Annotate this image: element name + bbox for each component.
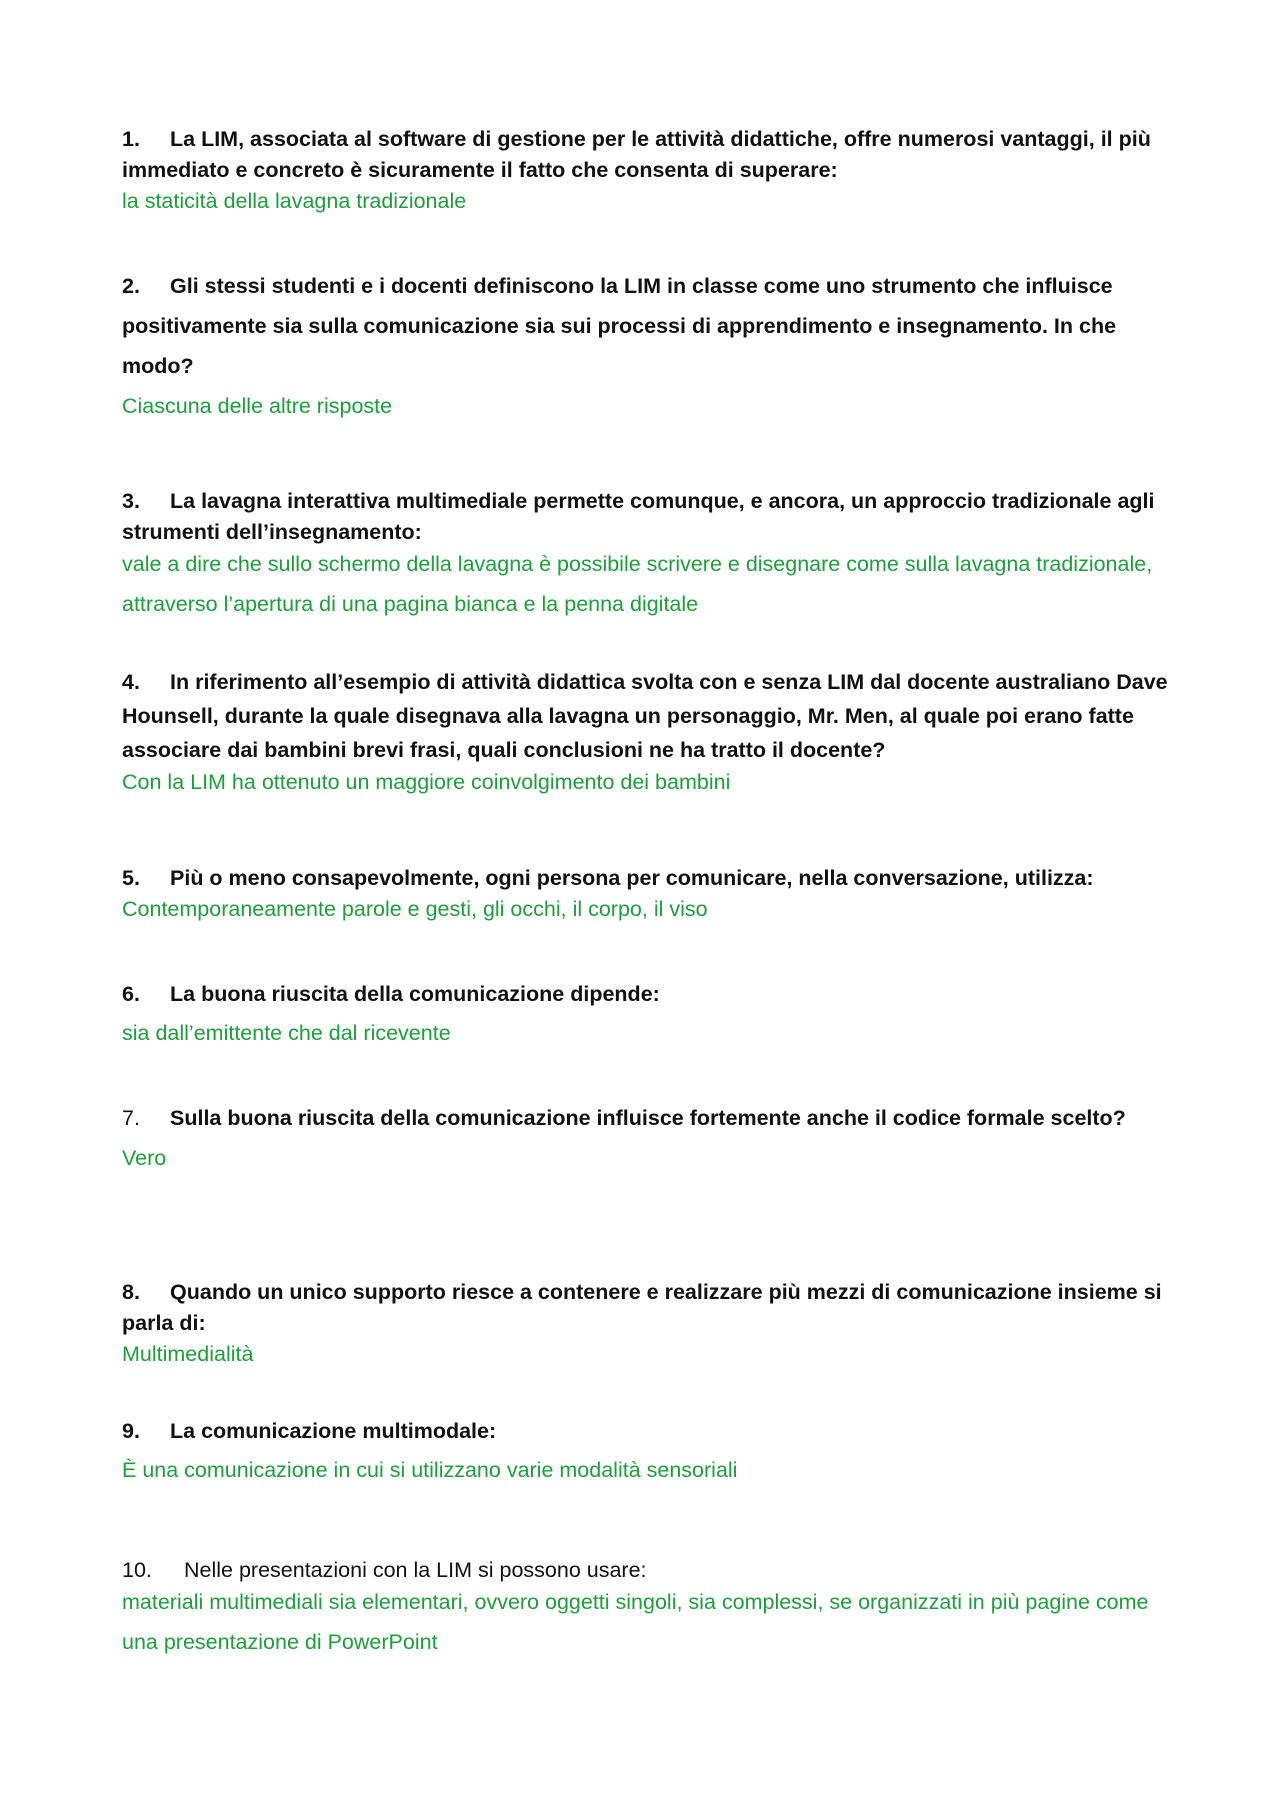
answer-text: sia dall’emittente che dal ricevente bbox=[122, 1021, 451, 1045]
question-text: 4. In riferimento all’esempio di attività didattica svolta con e senza LIM dal docente australiano Dave Hounsell, durante la quale disegnava alla lavagna un personaggio, Mr. Men, al quale poi erano fatte associare dai bambini brevi frasi, quali conclusioni ne ha tratto il docente? bbox=[122, 665, 1182, 767]
question-item-5 bbox=[122, 863, 1182, 925]
question-item-7 bbox=[122, 1098, 1182, 1178]
question-text: 1. La LIM, associata al software di gestione per le attività didattiche, offre numerosi vantaggi, il più immediato e concreto è sicuramente il fatto che consenta di superare: bbox=[122, 124, 1182, 186]
question-number: 3. bbox=[122, 489, 140, 513]
question-text: 7. Sulla buona riuscita della comunicazione influisce fortemente anche il codice formale scelto? bbox=[122, 1098, 1182, 1138]
answer-text: Contemporaneamente parole e gesti, gli occhi, il corpo, il viso bbox=[122, 897, 708, 921]
question-number: 1. bbox=[122, 127, 140, 151]
answer-text: Con la LIM ha ottenuto un maggiore coinvolgimento dei bambini bbox=[122, 770, 731, 794]
answer-text: vale a dire che sullo schermo della lavagna è possibile scrivere e disegnare come sulla lavagna tradizionale, attraverso l’apertura di una pagina bianca e la penna digitale bbox=[122, 552, 1153, 616]
question-item-6 bbox=[122, 979, 1182, 1049]
question-text: 5. Più o meno consapevolmente, ogni persona per comunicare, nella conversazione, utilizza: bbox=[122, 863, 1182, 894]
question-text: 3. La lavagna interattiva multimediale permette comunque, e ancora, un approccio tradizionale agli strumenti dell’insegnamento: bbox=[122, 486, 1182, 548]
question-item-10 bbox=[122, 1555, 1182, 1662]
question-item-4 bbox=[122, 665, 1182, 798]
question-number: 4. bbox=[122, 670, 140, 694]
question-item-8 bbox=[122, 1277, 1182, 1370]
question-text: 2. Gli stessi studenti e i docenti definiscono la LIM in classe come uno strumento che influisce positivamente sia sulla comunicazione sia sui processi di apprendimento e insegnamento. In che modo? bbox=[122, 266, 1182, 386]
question-number: 7. bbox=[122, 1106, 140, 1130]
question-number: 9. bbox=[122, 1419, 140, 1443]
answer-text: la staticità della lavagna tradizionale bbox=[122, 189, 467, 213]
question-item-1 bbox=[122, 124, 1182, 217]
question-number: 10. bbox=[122, 1558, 152, 1582]
question-item-3 bbox=[122, 486, 1182, 624]
question-number: 5. bbox=[122, 866, 140, 890]
question-item-2 bbox=[122, 266, 1182, 426]
question-number: 8. bbox=[122, 1280, 140, 1304]
question-text: 6. La buona riuscita della comunicazione dipende: bbox=[122, 979, 1182, 1010]
answer-text: Ciascuna delle altre risposte bbox=[122, 394, 393, 418]
answer-text: Vero bbox=[122, 1146, 167, 1170]
answer-text: materiali multimediali sia elementari, ovvero oggetti singoli, sia complessi, se organizzati in più pagine come una presentazione di PowerPoint bbox=[122, 1590, 1149, 1654]
question-number: 2. bbox=[122, 274, 140, 298]
answer-text: Multimedialità bbox=[122, 1342, 254, 1366]
answer-text: È una comunicazione in cui si utilizzano varie modalità sensoriali bbox=[122, 1458, 738, 1482]
question-text: 10. Nelle presentazioni con la LIM si possono usare: bbox=[122, 1555, 1182, 1586]
question-number: 6. bbox=[122, 982, 140, 1006]
question-text: 9. La comunicazione multimodale: bbox=[122, 1416, 1182, 1447]
question-text: 8. Quando un unico supporto riesce a contenere e realizzare più mezzi di comunicazione insieme si parla di: bbox=[122, 1277, 1182, 1339]
question-item-9 bbox=[122, 1416, 1182, 1486]
